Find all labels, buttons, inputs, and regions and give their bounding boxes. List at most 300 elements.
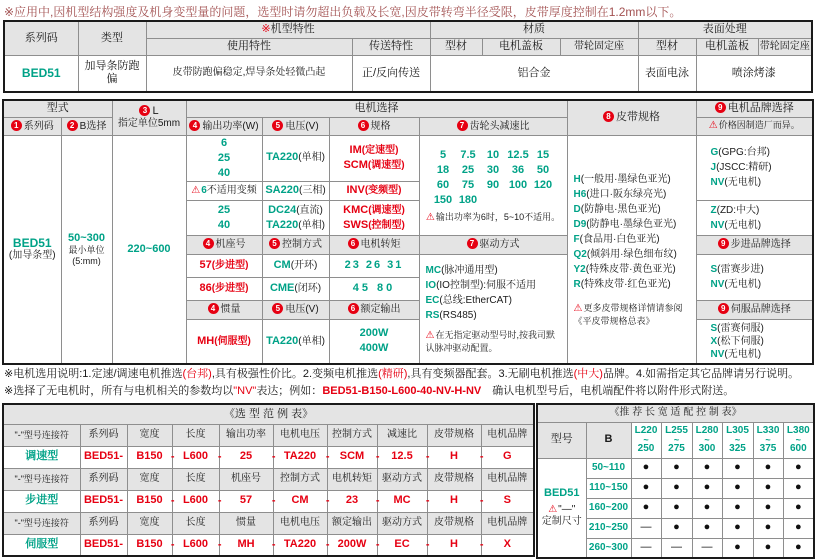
col-header: 长度 xyxy=(172,424,219,446)
motor-select-header: 电机选择 xyxy=(186,100,567,117)
col-header: 输出功率 xyxy=(219,424,273,446)
b-header: B xyxy=(586,422,631,458)
dash-connector: - xyxy=(217,450,222,463)
brand-price-note-text: 价格因制造厂而异。 xyxy=(718,120,800,130)
dash-connector: - xyxy=(375,538,380,551)
value-cell: B150 - xyxy=(127,446,172,468)
connector-header: "-"型号连接符 xyxy=(3,468,80,490)
value-cell: H - xyxy=(427,446,481,468)
value-cell: EC - xyxy=(377,534,427,556)
l-col-header: L305 ~ 325 xyxy=(722,422,753,458)
compat-cell: ● xyxy=(692,458,722,478)
top-note: ※应用中,因机型结构强度及机身变型量的问题，选型时请勿超出负载及长宽,因皮带转弯半径受限，皮带厚度控制在1.2mm以下。 xyxy=(4,5,682,19)
col-header: 控制方式 xyxy=(273,468,327,490)
col-header: 长度 xyxy=(172,512,219,534)
dash-connector: - xyxy=(217,494,222,507)
dash-connector: - xyxy=(271,538,276,551)
belt-item: D(防静电·黑色亚光) xyxy=(573,203,661,215)
compat-cell: ● xyxy=(722,518,753,538)
compat-cell: ● xyxy=(753,538,783,558)
brand-item: NV(无电机) xyxy=(710,348,762,360)
warning-icon: ⚠ xyxy=(548,504,558,516)
col-header: 电机转矩 xyxy=(327,468,377,490)
power-values-cell xyxy=(186,135,262,181)
dash-connector: - xyxy=(170,450,175,463)
brand-item: Z(ZD:中大) xyxy=(710,204,760,216)
b-range: 110~150 xyxy=(586,478,631,498)
circle-number-5: 5 xyxy=(269,238,280,249)
spec-label: 规格 xyxy=(370,120,391,132)
rated-output-header: 6 额定输出 xyxy=(329,300,419,319)
series-header xyxy=(3,117,61,135)
circle-number-4: 4 xyxy=(203,238,214,249)
belt-spec-cell xyxy=(567,135,696,364)
col-header: 机座号 xyxy=(219,468,273,490)
value-cell: BED51- xyxy=(80,534,127,556)
b-range: 210~250 xyxy=(586,518,631,538)
circle-number-3: 3 xyxy=(139,105,150,116)
b-select-header xyxy=(61,117,112,135)
output-value: 400W xyxy=(359,342,389,355)
warning-icon: ⚠ xyxy=(191,184,201,196)
compat-cell: ● xyxy=(661,518,692,538)
col-header: 电机电压 xyxy=(273,512,327,534)
belt-item: H6(进口·阪东绿亮光) xyxy=(573,188,667,200)
ctrl-cme-cell: CME(闭环) xyxy=(262,277,329,300)
series-code-header: 系列码 xyxy=(4,21,78,55)
compat-cell: ● xyxy=(783,538,814,558)
note-brand: (精研) xyxy=(378,368,408,380)
power-value: 40 xyxy=(217,166,231,179)
series-code-value: BED51 xyxy=(4,55,78,92)
belt-item: R(特殊皮带·红色亚光) xyxy=(573,278,671,290)
surface-profile-header: 型材 xyxy=(638,38,696,55)
note-text: ,具有变频器配套。3.无刷电机推选 xyxy=(407,368,574,380)
note-text: 品牌。4.如需指定其它品牌请另行说明。 xyxy=(602,368,800,380)
note-text: 表达；例如： xyxy=(256,385,323,397)
spec-desc: (变频型) xyxy=(364,184,402,196)
power-header xyxy=(186,117,262,135)
warning-icon: ⚠ xyxy=(425,330,435,342)
col-header: 驱动方式 xyxy=(377,512,427,534)
brand-item: J(JSCC:精研) xyxy=(710,162,772,173)
gear-ratio-cell xyxy=(419,135,567,235)
dash-connector: - xyxy=(325,538,330,551)
voltage-header xyxy=(262,117,329,135)
circle-number-6: 6 xyxy=(358,120,369,131)
surface-profile-value: 表面电泳 xyxy=(638,55,696,92)
col-header: 系列码 xyxy=(80,512,127,534)
spec-code: INV xyxy=(346,183,365,196)
spec-item: KMC(调速型) xyxy=(343,203,405,216)
compat-cell: ● xyxy=(692,518,722,538)
brand-item: NV(无电机) xyxy=(710,279,762,290)
transfer-feature-value: 正/反向传送 xyxy=(352,55,430,92)
compat-cell: ● xyxy=(631,498,661,518)
model-value: BED51 xyxy=(544,487,580,500)
length-unit-note: 指定单位5mm xyxy=(117,118,181,130)
col-header: 长度 xyxy=(172,468,219,490)
inertia-mh-cell: MH(伺服型) xyxy=(186,319,262,364)
brand-select-header xyxy=(696,100,813,117)
compat-cell: ● xyxy=(783,478,814,498)
spec-value-cell xyxy=(329,135,419,181)
circle-number-5: 5 xyxy=(272,120,283,131)
col-header: 系列码 xyxy=(80,424,127,446)
model-form-header: 型式 xyxy=(3,100,112,117)
l-col-header: L220 ~ 250 xyxy=(631,422,661,458)
voltage-value-cell xyxy=(262,200,329,235)
spec-value-cell xyxy=(329,200,419,235)
surface-pulley-header: 带轮固定座 xyxy=(758,38,812,55)
drive-note: ⚠在无指定驱动型号时,按我司默认脉冲驱动配置。 xyxy=(425,330,555,354)
brand-item: S(雷赛伺服) xyxy=(710,322,764,334)
circle-number-9: 9 xyxy=(718,303,729,314)
circle-number-6: 6 xyxy=(348,303,359,314)
circle-number-4: 4 xyxy=(189,120,200,131)
material-value: 铝合金 xyxy=(430,55,638,92)
inertia-header: 4 惯量 xyxy=(186,300,262,319)
brand-servo-cell xyxy=(696,319,813,364)
b-range: 260~300 xyxy=(586,538,631,558)
compat-cell: ● xyxy=(753,458,783,478)
length-label: L xyxy=(152,105,159,118)
col-header: 电机品牌 xyxy=(481,424,534,446)
compat-cell: ● xyxy=(661,498,692,518)
value-cell: S xyxy=(481,490,534,512)
compat-cell: ● xyxy=(753,498,783,518)
spec-summary-table xyxy=(3,20,813,93)
dash-connector: - xyxy=(170,494,175,507)
compat-cell: ● xyxy=(753,478,783,498)
belt-spec-header xyxy=(567,100,696,135)
gear-ratio-label: 齿轮头减速比 xyxy=(469,120,530,132)
compat-cell: ● xyxy=(783,518,814,538)
compat-cell: ● xyxy=(783,458,814,478)
drive-item: MC(脉冲通用型) xyxy=(425,265,498,277)
surface-header: 表面处理 xyxy=(638,21,812,38)
example-table-title: 《选 型 范 例 表》 xyxy=(3,404,534,424)
control-mode-header: 5 控制方式 xyxy=(262,235,329,254)
gear-note: ⚠输出功率为6时，5~10不适用。 xyxy=(425,211,561,223)
col-header: 惯量 xyxy=(219,512,273,534)
brand-item: G(GPG:台邦) xyxy=(710,147,770,158)
gear-row: 150 180 xyxy=(433,193,478,206)
value-cell: TA220 - xyxy=(273,534,327,556)
power-value: 25 xyxy=(217,203,231,216)
compat-cell: ● xyxy=(722,498,753,518)
col-header: 宽度 xyxy=(127,468,172,490)
gear-row: 5 7.5 10 12.5 15 xyxy=(439,148,550,161)
example-table xyxy=(2,403,535,557)
series-value: BED51 xyxy=(12,236,52,251)
drive-mode-cell xyxy=(419,254,567,364)
torque-values-cell: 23 26 31 xyxy=(329,254,419,277)
value-cell: BED51- xyxy=(80,446,127,468)
note-text: ,具有极强性价比。2.变频电机推选 xyxy=(211,368,379,380)
profile-header: 型材 xyxy=(430,38,482,55)
belt-item: Q2(倾斜用·绿色细布纹) xyxy=(573,248,677,260)
transfer-feature-header: 传送特性 xyxy=(352,38,430,55)
power-note-cell xyxy=(186,181,262,200)
dash-connector: - xyxy=(425,450,430,463)
col-header: 宽度 xyxy=(127,424,172,446)
voltage-item: DC24(直流) xyxy=(268,203,323,216)
rated-output-cell xyxy=(329,319,419,364)
value-cell: 200W - xyxy=(327,534,377,556)
brand-motor-cell xyxy=(696,135,813,200)
brand-brushless-cell xyxy=(696,200,813,235)
series-sub: (加导条型) xyxy=(8,250,56,262)
type-value: 加导条防跑偏 xyxy=(78,55,146,92)
brand-price-note xyxy=(696,117,813,135)
example-row-label: 伺服型 xyxy=(3,534,80,556)
circle-number-1: 1 xyxy=(11,120,22,131)
brand-item: S(雷赛步进) xyxy=(710,264,764,275)
spec-value-cell xyxy=(329,181,419,200)
asterisk-mark: ※ xyxy=(261,23,271,36)
l-col-header: L380 ~ 600 xyxy=(783,422,814,458)
voltage-value-cell xyxy=(262,135,329,181)
b-select-label: B选择 xyxy=(79,120,107,132)
step-brand-header: 9 步进品牌选择 xyxy=(696,235,813,254)
compat-cell: ● xyxy=(722,538,753,558)
belt-note: ⚠更多皮带规格详情请参阅《平皮带规格总表》 xyxy=(573,302,683,326)
ctrl-cm-cell: CM(开环) xyxy=(262,254,329,277)
l-col-header: L255 ~ 275 xyxy=(661,422,692,458)
voltage-value-cell xyxy=(262,181,329,200)
recommend-table-title: 《推 荐 长 宽 适 配 控 制 表》 xyxy=(537,404,814,422)
length-header xyxy=(112,100,186,135)
value-cell: B150 - xyxy=(127,490,172,512)
note-text: ※选择了无电机时，所有与电机相关的参数均以 xyxy=(4,385,234,397)
circle-number-4: 4 xyxy=(208,303,219,314)
value-cell: X xyxy=(481,534,534,556)
value-cell: H - xyxy=(427,490,481,512)
col-header: 电机品牌 xyxy=(481,512,534,534)
value-cell: TA220 - xyxy=(273,446,327,468)
power-note-num: 6 xyxy=(201,184,207,196)
warning-icon: ⚠ xyxy=(708,120,718,131)
brand-item: X(松下伺服) xyxy=(710,335,764,347)
servo-brand-header: 9 伺服品牌选择 xyxy=(696,300,813,319)
use-feature-header: 使用特性 xyxy=(146,38,352,55)
spec-item: SCM(调速型) xyxy=(343,159,405,171)
value-cell: 23 - xyxy=(327,490,377,512)
model-cell xyxy=(537,458,586,558)
note-model-example: BED51-B150-L600-40-NV-H-NV xyxy=(322,385,482,397)
drive-item: EC(总线:EtherCAT) xyxy=(425,295,513,307)
col-header: 电机品牌 xyxy=(481,468,534,490)
machine-feature-header xyxy=(146,21,430,38)
dash-connector: - xyxy=(170,538,175,551)
dash-connector: - xyxy=(217,538,222,551)
voltage-value-cell: TA220(单相) xyxy=(262,319,329,364)
example-row-label: 调速型 xyxy=(3,446,80,468)
base-no-header: 4 机座号 xyxy=(186,235,262,254)
voltage-code: SA220 xyxy=(265,183,299,196)
compat-cell: ● xyxy=(631,458,661,478)
compat-cell: ● xyxy=(661,478,692,498)
voltage-header2: 5 电压(V) xyxy=(262,300,329,319)
dash-connector: - xyxy=(271,450,276,463)
example-row-label: 步进型 xyxy=(3,490,80,512)
spec-header xyxy=(329,117,419,135)
brand-step-cell xyxy=(696,254,813,300)
b-range-sub1: 最小单位 xyxy=(68,245,105,256)
use-feature-value: 皮带防跑偏稳定,焊导条处轻微凸起 xyxy=(146,55,352,92)
col-header: 系列码 xyxy=(80,468,127,490)
col-header: 额定输出 xyxy=(327,512,377,534)
compat-cell: — xyxy=(631,538,661,558)
voltage-code: TA220 xyxy=(266,151,299,164)
torque-header: 6 电机转矩 xyxy=(329,235,419,254)
power-value: 40 xyxy=(217,218,231,231)
connector-header: "-"型号连接符 xyxy=(3,424,80,446)
circle-number-2: 2 xyxy=(67,120,78,131)
dash-connector: - xyxy=(479,538,484,551)
col-header: 皮带规格 xyxy=(427,424,481,446)
compat-cell: ● xyxy=(753,518,783,538)
value-cell: L600 - xyxy=(172,534,219,556)
series-value-cell xyxy=(3,135,61,364)
note-brand: (台邦) xyxy=(182,368,212,380)
brand-select-label: 电机品牌选择 xyxy=(727,102,794,115)
belt-spec-label: 皮带规格 xyxy=(616,111,660,124)
motor-cover-header: 电机盖板 xyxy=(482,38,560,55)
circle-number-5: 5 xyxy=(272,303,283,314)
dash-connector: - xyxy=(325,450,330,463)
circle-number-9: 9 xyxy=(718,238,729,249)
value-cell: B150 - xyxy=(127,534,172,556)
power-value: 6 xyxy=(220,136,228,149)
note-text: 确认电机型号后，电机端配件将以附件形式附送。 xyxy=(481,385,735,397)
gear-ratio-header xyxy=(419,117,567,135)
circle-number-9: 9 xyxy=(715,102,726,113)
compat-cell: — xyxy=(692,538,722,558)
b-range: 50~110 xyxy=(586,458,631,478)
compat-cell: ● xyxy=(661,458,692,478)
motor-note-line2 xyxy=(4,383,734,399)
series-label: 系列码 xyxy=(23,120,54,132)
value-cell: G xyxy=(481,446,534,468)
l-range-cell: 220~600 xyxy=(112,135,186,364)
base-86-cell: 86(步进型) xyxy=(186,277,262,300)
value-cell: MC - xyxy=(377,490,427,512)
type-header: 类型 xyxy=(78,21,146,55)
note-brand: (中大) xyxy=(573,368,603,380)
drive-item: RS(RS485) xyxy=(425,310,477,322)
value-cell: BED51- xyxy=(80,490,127,512)
value-cell: MH - xyxy=(219,534,273,556)
machine-feature-label: 机型特性 xyxy=(270,23,315,36)
compat-cell: — xyxy=(661,538,692,558)
motor-note-line1 xyxy=(4,366,799,382)
dash-connector: - xyxy=(325,494,330,507)
belt-item: F(食品用·白色亚光) xyxy=(573,233,660,245)
selection-table xyxy=(2,99,814,365)
surface-cover-header: 电机盖板 xyxy=(696,38,758,55)
dash-connector: - xyxy=(479,450,484,463)
drive-mode-header: 7 驱动方式 xyxy=(419,235,567,254)
material-header: 材质 xyxy=(430,21,638,38)
voltage-label: 电压(V) xyxy=(285,120,319,132)
belt-item: D9(防静电·墨绿色亚光) xyxy=(573,218,677,230)
power-note-text: 不适用变频 xyxy=(206,184,257,196)
compat-cell: ● xyxy=(722,478,753,498)
note-nv: "NV" xyxy=(233,385,257,397)
brand-item: NV(无电机) xyxy=(710,219,762,231)
brand-item: NV(无电机) xyxy=(710,177,762,188)
dash-connector: - xyxy=(425,538,430,551)
dash-connector: - xyxy=(271,494,276,507)
circle-number-6: 6 xyxy=(348,238,359,249)
gear-row: 18 25 30 36 50 xyxy=(436,163,550,176)
custom-size-text: 定制尺寸 xyxy=(541,516,582,528)
value-cell: L600 - xyxy=(172,446,219,468)
value-cell: 57 - xyxy=(219,490,273,512)
power-values-cell xyxy=(186,200,262,235)
compat-cell: — xyxy=(631,518,661,538)
custom-size-note: ⚠"—" xyxy=(548,504,576,516)
l-col-header: L330 ~ 375 xyxy=(753,422,783,458)
voltage-desc: (三相) xyxy=(298,184,326,196)
base-57-cell: 57(步进型) xyxy=(186,254,262,277)
compat-cell: ● xyxy=(783,498,814,518)
value-cell: 25 - xyxy=(219,446,273,468)
col-header: 驱动方式 xyxy=(377,468,427,490)
value-cell: L600 - xyxy=(172,490,219,512)
col-header: 电机电压 xyxy=(273,424,327,446)
col-header: 控制方式 xyxy=(327,424,377,446)
value-cell: CM - xyxy=(273,490,327,512)
note-text: ※电机选用说明:1.定速/调速电机推选 xyxy=(4,368,183,380)
belt-item: H(一般用·墨绿色亚光) xyxy=(573,173,671,185)
belt-item: Y2(特殊皮带·黄色亚光) xyxy=(573,263,676,275)
warning-icon: ⚠ xyxy=(425,211,435,223)
model-header: 型号 xyxy=(537,422,586,458)
dash-connector: - xyxy=(425,494,430,507)
connector-header: "-"型号连接符 xyxy=(3,512,80,534)
value-cell: H - xyxy=(427,534,481,556)
circle-number-8: 8 xyxy=(603,111,614,122)
b-range-sub2: (5:mm) xyxy=(72,255,101,266)
torque-values-cell: 45 80 xyxy=(329,277,419,300)
col-header: 宽度 xyxy=(127,512,172,534)
b-range-value: 50~300 xyxy=(67,231,105,244)
col-header: 皮带规格 xyxy=(427,512,481,534)
gear-row: 60 75 90 100 120 xyxy=(436,178,553,191)
power-label: 输出功率(W) xyxy=(202,120,259,132)
circle-number-7: 7 xyxy=(457,120,468,131)
value-cell: 12.5 - xyxy=(377,446,427,468)
value-cell: SCM - xyxy=(327,446,377,468)
dash-connector: - xyxy=(375,450,380,463)
l-col-header: L280 ~ 300 xyxy=(692,422,722,458)
col-header: 减速比 xyxy=(377,424,427,446)
spec-item: IM(定速型) xyxy=(349,144,399,156)
voltage-item: TA220(单相) xyxy=(266,218,325,231)
dash-connector: - xyxy=(375,494,380,507)
compat-cell: ● xyxy=(722,458,753,478)
compat-cell: ● xyxy=(631,478,661,498)
voltage-desc: (单相) xyxy=(298,152,325,164)
circle-number-7: 7 xyxy=(467,238,478,249)
dash-connector: - xyxy=(479,494,484,507)
output-value: 200W xyxy=(359,327,389,340)
drive-item: IO(IO控制型):伺服不适用 xyxy=(425,280,537,292)
b-range-cell xyxy=(61,135,112,364)
